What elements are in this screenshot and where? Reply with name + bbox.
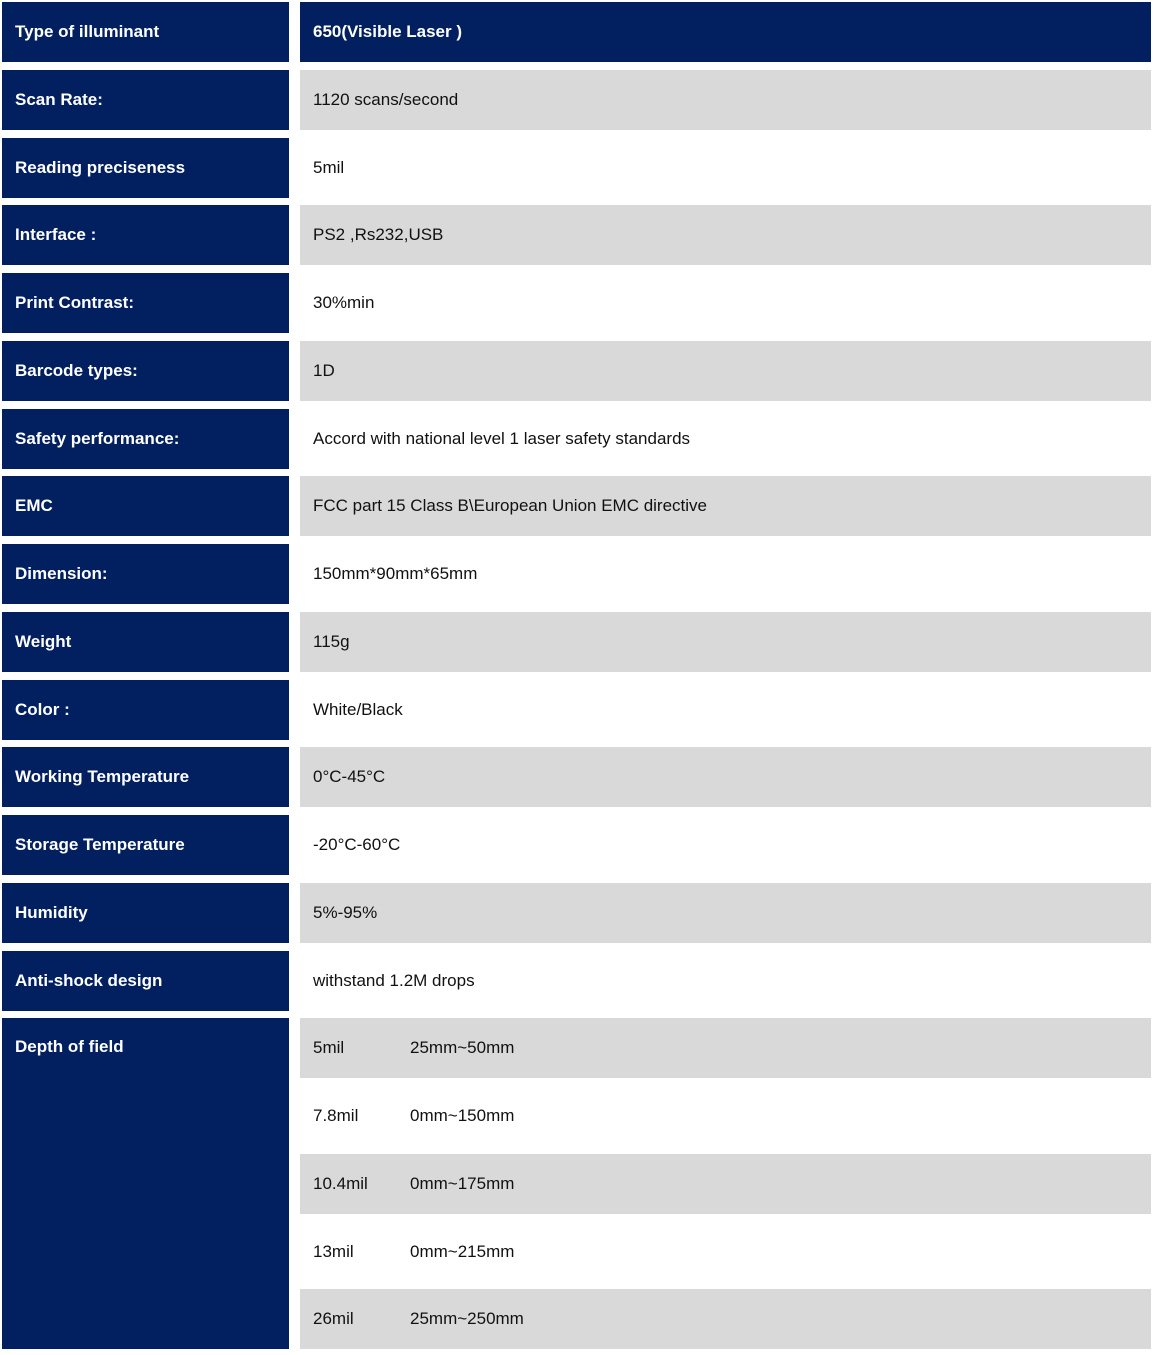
row-label: Color : [2, 680, 289, 740]
column-gap [289, 476, 300, 536]
column-gap [289, 747, 300, 807]
dof-mil-value: 13mil [313, 1241, 354, 1261]
row-label: Humidity [2, 883, 289, 943]
depth-of-field-row [300, 1222, 1151, 1282]
column-gap [289, 680, 300, 740]
dof-range-value: 0mm~150mm [410, 1106, 515, 1125]
table-row [2, 680, 1151, 740]
row-value: 115g [300, 612, 1151, 672]
column-gap [289, 70, 300, 130]
table-row [2, 815, 1151, 875]
spec-table [2, 2, 1151, 1349]
row-label: EMC [2, 476, 289, 536]
row-label: Dimension: [2, 544, 289, 604]
column-gap [289, 1018, 300, 1349]
table-row [2, 2, 1151, 62]
table-row [2, 273, 1151, 333]
table-row [2, 70, 1151, 130]
dof-mil-value: 7.8mil [313, 1106, 359, 1125]
table-row [2, 409, 1151, 469]
row-value: 5%-95% [300, 883, 1151, 943]
table-row [2, 612, 1151, 672]
depth-of-field-row [300, 1154, 1151, 1214]
row-label: Weight [2, 612, 289, 672]
spec-rows [2, 2, 1151, 1011]
row-label: Anti-shock design [2, 951, 289, 1011]
column-gap [289, 883, 300, 943]
row-value: 5mil [300, 138, 1151, 198]
row-label: Type of illuminant [2, 2, 289, 62]
row-value: 150mm*90mm*65mm [300, 544, 1151, 604]
column-gap [289, 341, 300, 401]
row-value: 30%min [300, 273, 1151, 333]
table-row [2, 747, 1151, 807]
row-value: FCC part 15 Class B\European Union EMC directive [300, 476, 1151, 536]
depth-of-field-row [300, 1289, 1151, 1349]
dof-mil-value: 5mil [313, 1038, 345, 1058]
depth-of-field-row [300, 1086, 1151, 1146]
row-value: 1120 scans/second [300, 70, 1151, 130]
column-gap [289, 815, 300, 875]
column-gap [289, 205, 300, 265]
row-value: withstand 1.2M drops [300, 951, 1151, 1011]
row-value: White/Black [300, 680, 1151, 740]
table-row [2, 341, 1151, 401]
row-label: Storage Temperature [2, 815, 289, 875]
column-gap [289, 409, 300, 469]
row-value: -20°C-60°C [300, 815, 1151, 875]
dof-mil-value: 10.4mil [313, 1173, 368, 1193]
column-gap [289, 273, 300, 333]
column-gap [289, 138, 300, 198]
table-row [2, 544, 1151, 604]
row-value: 1D [300, 341, 1151, 401]
column-gap [289, 2, 300, 62]
table-row [2, 138, 1151, 198]
dof-range-value: 0mm~215mm [410, 1241, 515, 1261]
depth-of-field-block [2, 1018, 1151, 1349]
row-label: Scan Rate: [2, 70, 289, 130]
row-label: Interface : [2, 205, 289, 265]
depth-of-field-row [300, 1018, 1151, 1078]
row-value: PS2 ,Rs232,USB [300, 205, 1151, 265]
table-row [2, 883, 1151, 943]
column-gap [289, 544, 300, 604]
row-label: Barcode types: [2, 341, 289, 401]
column-gap [289, 612, 300, 672]
table-row [2, 476, 1151, 536]
dof-range-value: 0mm~175mm [410, 1173, 515, 1193]
row-label: Reading preciseness [2, 138, 289, 198]
row-label: Print Contrast: [2, 273, 289, 333]
table-row [2, 205, 1151, 265]
row-label: Working Temperature [2, 747, 289, 807]
table-row [2, 951, 1151, 1011]
row-value: Accord with national level 1 laser safety standards [300, 409, 1151, 469]
dof-mil-value: 26mil [313, 1309, 354, 1329]
depth-of-field-rows [300, 1018, 1151, 1349]
depth-of-field-label: Depth of field [2, 1018, 289, 1349]
dof-range-value: 25mm~250mm [410, 1309, 524, 1329]
row-label: Safety performance: [2, 409, 289, 469]
row-value: 650(Visible Laser ) [300, 2, 1151, 62]
row-value: 0°C-45°C [300, 747, 1151, 807]
column-gap [289, 951, 300, 1011]
dof-range-value: 25mm~50mm [410, 1038, 515, 1058]
